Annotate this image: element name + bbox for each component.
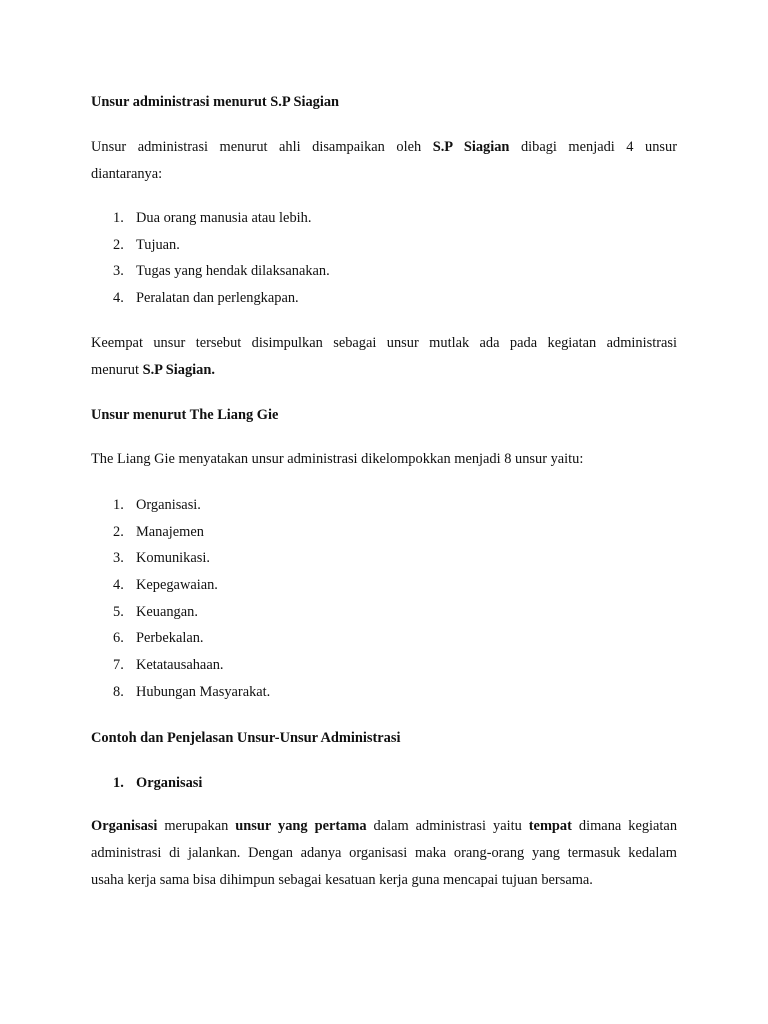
list-liang-gie [91,495,677,709]
heading-siagian: Unsur administrasi menurut S.P Siagian [91,94,340,110]
paragraph-line [91,813,677,840]
list-text: Organisasi. [136,497,201,513]
list-item [91,288,677,315]
list-text: Manajemen [136,523,204,540]
paragraph-line: administrasi di jalankan. Dengan adanya organisasi maka orang-orang yang termasuk kedalam [91,845,677,861]
list-text: Perbekalan. [136,630,204,647]
list-text: Dua orang manusia atau lebih. [136,210,312,226]
list-number: 4. [113,290,124,307]
list-item [91,575,677,602]
bold-run: S.P Siagian [432,139,510,155]
bold-run: S.P Siagian. [142,362,215,378]
list-number: 3. [113,550,124,567]
list-text: Kepegawaian. [136,577,218,594]
list-text: Ketatausahaan. [136,657,224,674]
list-number: 4. [113,577,124,594]
list-number: 3. [113,263,124,280]
list-text: Tugas yang hendak dilaksanakan. [136,263,330,280]
list-number: 1. [113,210,124,226]
list-number: 8. [113,683,124,700]
text-run: dimana kegiatan [571,818,678,834]
text-run: dalam administrasi yaitu [366,818,529,834]
paragraph-line [91,134,677,161]
list-item [91,261,677,288]
list-siagian [91,208,677,315]
paragraph-liang-gie-intro: The Liang Gie menyatakan unsur administrasi dikelompokkan menjadi 8 unsur yaitu: [91,451,584,467]
list-item [91,548,677,575]
list-item [91,628,677,655]
bold-run: unsur yang pertama [235,818,367,834]
list-item [91,495,677,522]
text-run: Unsur administrasi menurut ahli disampaikan oleh [91,139,433,155]
list-number: 2. [113,523,124,540]
subheading-text: Organisasi [136,775,203,791]
bold-run: Organisasi [91,818,158,834]
list-text: Tujuan. [136,236,180,253]
text-run: menurut [91,362,143,378]
list-item [91,208,677,235]
text-run: merupakan [157,818,236,834]
list-number: 7. [113,657,124,674]
paragraph-line [91,357,677,384]
list-item [91,682,677,709]
heading-liang-gie: Unsur menurut The Liang Gie [91,407,279,423]
list-item [91,655,677,682]
list-text: Hubungan Masyarakat. [136,683,271,700]
list-item [91,522,677,549]
paragraph-siagian-intro [91,134,677,188]
paragraph-organisasi [91,813,677,894]
list-number: 5. [113,603,124,620]
paragraph-line: diantaranya: [91,166,163,182]
list-text: Keuangan. [136,603,198,620]
list-number: 2. [113,236,124,253]
subheading-number: 1. [113,775,124,791]
paragraph-line: usaha kerja sama bisa dihimpun sebagai kesatuan kerja guna mencapai tujuan bersama. [91,872,593,888]
heading-contoh: Contoh dan Penjelasan Unsur-Unsur Administrasi [91,730,401,746]
list-item [91,602,677,629]
list-item [91,235,677,262]
text-run: dibagi menjadi 4 unsur [509,139,678,155]
list-number: 6. [113,630,124,647]
paragraph-line: Keempat unsur tersebut disimpulkan sebagai unsur mutlak ada pada kegiatan administrasi [91,335,677,351]
bold-run: tempat [528,818,572,834]
list-text: Peralatan dan perlengkapan. [136,290,299,307]
list-number: 1. [113,497,124,513]
list-text: Komunikasi. [136,550,210,567]
paragraph-siagian-summary [91,330,677,384]
